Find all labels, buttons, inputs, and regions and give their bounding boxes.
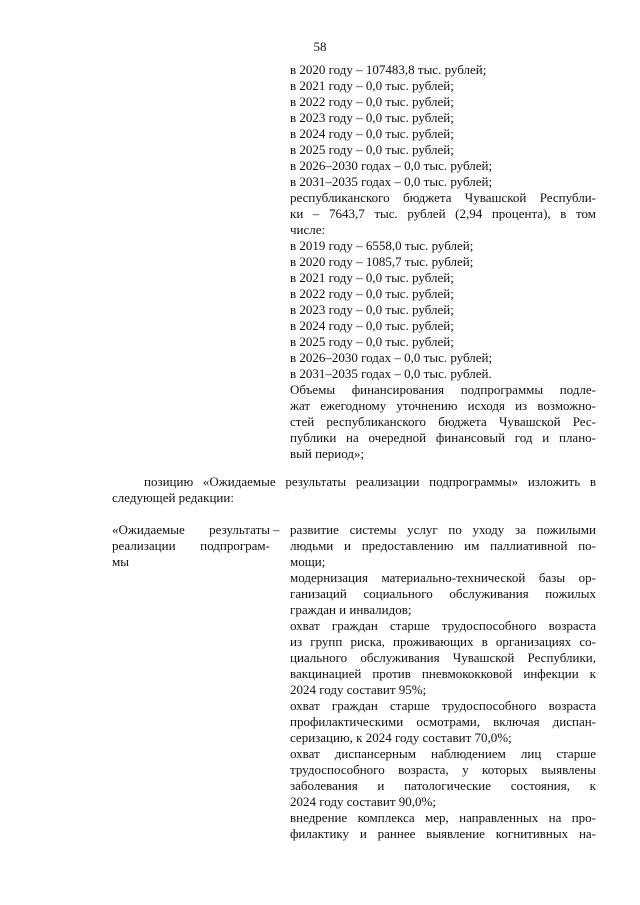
- funding-line: в 2025 году – 0,0 тыс. рублей;: [290, 142, 454, 157]
- funding-line: в 2026–2030 годах – 0,0 тыс. рублей;: [290, 158, 493, 173]
- funding-line: Объемы финансирования подпрограммы подле-: [290, 382, 596, 397]
- funding-block: [290, 62, 596, 462]
- results-line: 2024 году составит 95%;: [290, 682, 427, 697]
- funding-line: в 2021 году – 0,0 тыс. рублей;: [290, 270, 454, 285]
- results-line: филактику и раннее выявление когнитивных на-: [290, 826, 596, 841]
- funding-line: в 2022 году – 0,0 тыс. рублей;: [290, 94, 454, 109]
- results-line: охват граждан старше трудоспособного возраста: [290, 618, 596, 633]
- results-line: людьми и предоставлению им паллиативной по-: [290, 538, 596, 553]
- funding-line: в 2020 году – 1085,7 тыс. рублей;: [290, 254, 474, 269]
- results-line: циального обслуживания Чувашской Республики,: [290, 650, 596, 665]
- results-line: из групп риска, проживающих в организациях со-: [290, 634, 596, 649]
- results-line: 2024 году составит 90,0%;: [290, 794, 436, 809]
- results-line: модернизация материально-технической базы ор-: [290, 570, 596, 585]
- funding-line: в 2031–2035 годах – 0,0 тыс. рублей;: [290, 174, 493, 189]
- results-line: трудоспособного возраста, у которых выявлены: [290, 762, 596, 777]
- results-line: граждан и инвалидов;: [290, 602, 412, 617]
- funding-line: в 2024 году – 0,0 тыс. рублей;: [290, 126, 454, 141]
- results-line: мощи;: [290, 554, 326, 569]
- funding-line: публики на очередной финансовый год и плано-: [290, 430, 596, 445]
- table-dash: –: [273, 522, 280, 537]
- results-label-cell: [112, 522, 270, 570]
- results-line: ганизаций социального обслуживания пожилых: [290, 586, 596, 601]
- results-line: вакцинацией против пневмококковой инфекции к: [290, 666, 596, 681]
- results-content-cell: [290, 522, 596, 842]
- page-number: 58: [313, 39, 327, 54]
- funding-line: республиканского бюджета Чувашской Республи-: [290, 190, 596, 205]
- results-line: охват диспансерным наблюдением лиц старше: [290, 746, 596, 761]
- funding-line: в 2031–2035 годах – 0,0 тыс. рублей.: [290, 366, 492, 381]
- funding-line: вый период»;: [290, 446, 365, 461]
- funding-line: в 2019 году – 6558,0 тыс. рублей;: [290, 238, 474, 253]
- results-line: охват граждан старше трудоспособного возраста: [290, 698, 596, 713]
- funding-line: числе:: [290, 222, 326, 237]
- instruction-line-1: позицию «Ожидаемые результаты реализации подпрограммы» изложить в: [144, 474, 596, 489]
- results-label-line: реализации подпрограм-: [112, 538, 270, 553]
- funding-line: ки – 7643,7 тыс. рублей (2,94 процента), в том: [290, 206, 596, 221]
- results-label-line: «Ожидаемые результаты: [112, 522, 270, 537]
- results-line: внедрение комплекса мер, направленных на про-: [290, 810, 596, 825]
- funding-line: в 2022 году – 0,0 тыс. рублей;: [290, 286, 454, 301]
- results-line: серизацию, к 2024 году составит 70,0%;: [290, 730, 512, 745]
- funding-line: в 2020 году – 107483,8 тыс. рублей;: [290, 62, 487, 77]
- instruction-line-2: следующей редакции:: [112, 490, 234, 505]
- results-label-line: мы: [112, 554, 129, 569]
- results-line: профилактическими осмотрами, включая диспан-: [290, 714, 596, 729]
- funding-line: в 2026–2030 годах – 0,0 тыс. рублей;: [290, 350, 493, 365]
- funding-line: жат ежегодному уточнению исходя из возможно-: [290, 398, 596, 413]
- funding-line: в 2021 году – 0,0 тыс. рублей;: [290, 78, 454, 93]
- instruction-paragraph: [112, 474, 596, 506]
- results-line: развитие системы услуг по уходу за пожилыми: [290, 522, 596, 537]
- funding-line: в 2023 году – 0,0 тыс. рублей;: [290, 110, 454, 125]
- funding-line: в 2023 году – 0,0 тыс. рублей;: [290, 302, 454, 317]
- results-line: заболевания и патологические состояния, к: [290, 778, 596, 793]
- funding-line: стей республиканского бюджета Чувашской Рес-: [290, 414, 596, 429]
- funding-line: в 2024 году – 0,0 тыс. рублей;: [290, 318, 454, 333]
- funding-line: в 2025 году – 0,0 тыс. рублей;: [290, 334, 454, 349]
